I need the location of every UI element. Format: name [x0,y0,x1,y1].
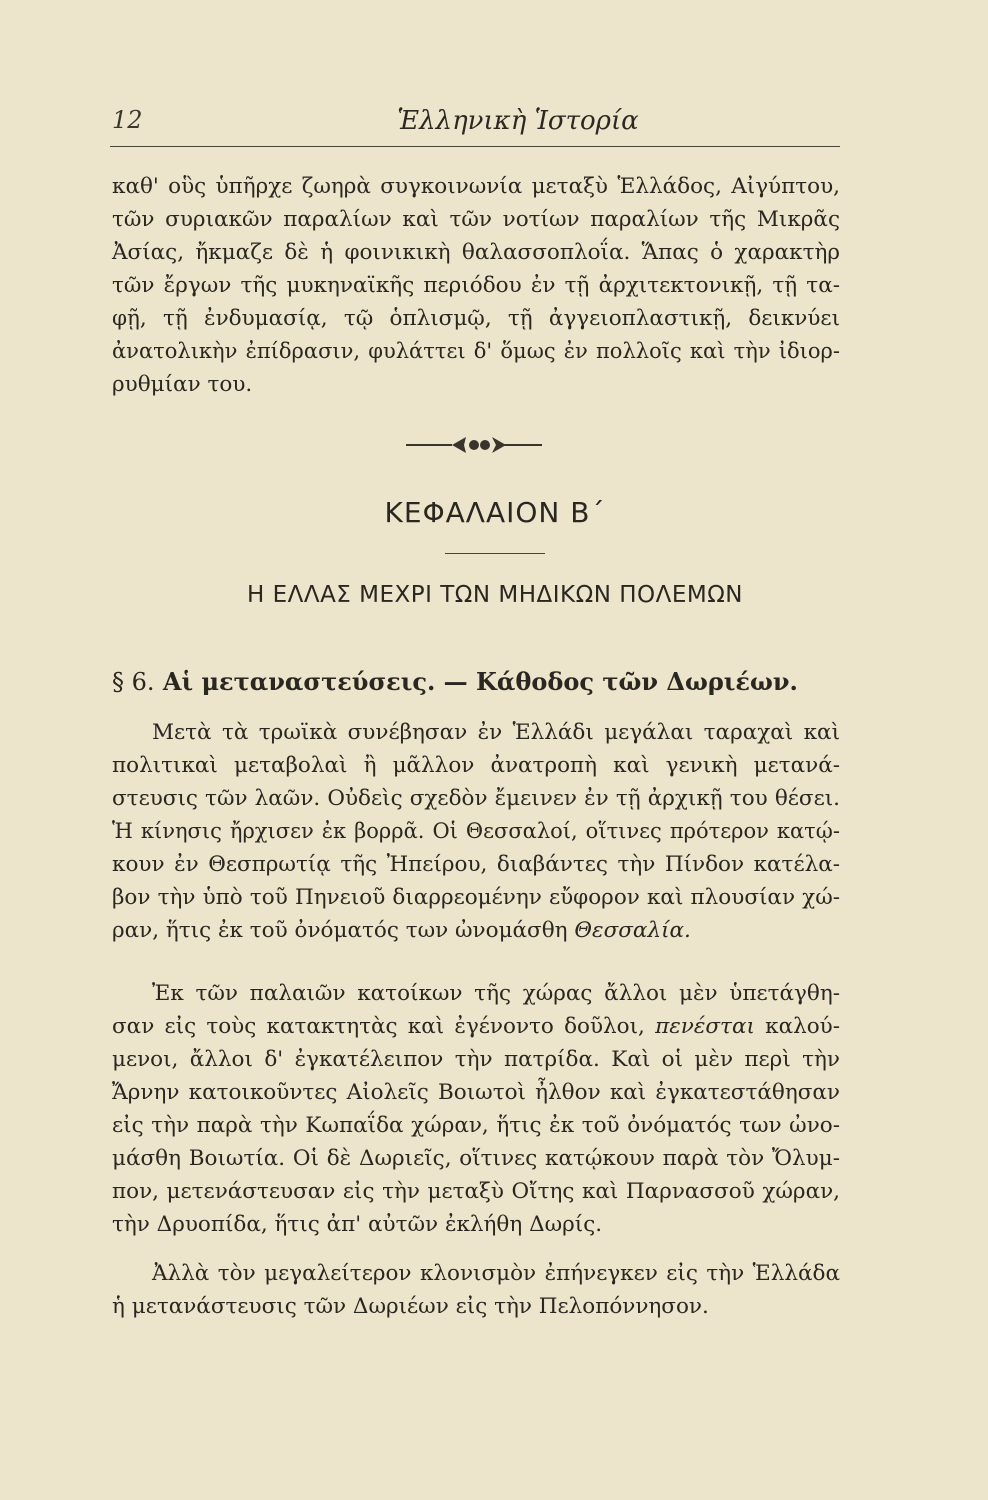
section-number: § 6. [112,668,155,696]
section-ornament [404,430,544,460]
body-paragraph [112,716,840,947]
intro-paragraph [112,170,840,401]
section-heading [112,667,840,696]
text-line: τῶν συριακῶν παραλίων καὶ τῶν νοτίων παραλίων τῆς Μικρᾶς [112,207,840,232]
text-line: στευσις τῶν λαῶν. Οὐδεὶς σχεδὸν ἔμεινεν ἐν τῇ ἀρχικῇ του θέσει. [112,786,840,811]
text-line: καθ' οὓς ὑπῆρχε ζωηρὰ συγκοινωνία μεταξὺ Ἑλλάδος, Αἰγύπτου, [112,174,840,199]
text-line: μενοι, ἄλλοι δ' ἐγκατέλειπον τὴν πατρίδα. Καὶ οἱ μὲν περὶ τὴν [112,1047,840,1072]
text-line: ἀνατολικὴν ἐπίδρασιν, φυλάττει δ' ὅμως ἐν πολλοῖς καὶ τὴν ἰδιορ- [112,339,840,363]
section-title: Αἱ μεταναστεύσεις. — Κάθοδος τῶν Δωριέων. [162,667,798,696]
text-line: Ἀλλὰ τὸν μεγαλείτερον κλονισμὸν ἐπήνεγκεν εἰς τὴν Ἑλλάδα [152,1261,840,1286]
text-run: σαν εἰς τοὺς κατακτητὰς καὶ ἐγένοντο δοῦλοι, [112,1014,656,1039]
text-line: τῶν ἔργων τῆς μυκηναϊκῆς περιόδου ἐν τῇ ἀρχιτεκτονικῇ, τῇ τα- [112,273,840,298]
text-run: καλού- [754,1014,840,1039]
text-line: πον, μετενάστευσαν εἰς τὴν μεταξὺ Οἴτης καὶ Παρνασσοῦ χώραν, [112,1179,840,1204]
text-line: Ἡ κίνησις ἤρχισεν ἐκ βορρᾶ. Οἱ Θεσσαλοί, οἵτινες πρότερον κατῴ- [112,819,840,843]
page-number: 12 [112,106,143,134]
text-line: Ἀσίας, ἤκμαζε δὲ ἡ φοινικικὴ θαλασσοπλοΐα. Ἅπας ὁ χαρακτὴρ [112,240,840,265]
header-rule [110,146,840,147]
running-title: Ἑλληνικὴ Ἱστορία [397,106,639,136]
chapter-label: ΚΕΦΑΛΑΙΟΝ Β΄ [384,496,606,529]
text-line: Ἄρνην κατοικοῦντες Αἰολεῖς Βοιωτοὶ ἦλθον καὶ ἐγκατεστάθησαν [112,1080,840,1105]
body-paragraph [112,977,840,1241]
chapter-title: Η ΕΛΛΑΣ ΜΕΧΡΙ ΤΩΝ ΜΗΔΙΚΩΝ ΠΟΛΕΜΩΝ [246,582,744,608]
text-line [112,1010,840,1043]
body-paragraph [112,1257,840,1323]
text-line: φῇ, τῇ ἐνδυμασίᾳ, τῷ ὁπλισμῷ, τῇ ἀγγειοπλαστικῇ, δεικνύει [112,306,840,331]
chapter-rule [445,553,545,554]
text-line: μάσθη Βοιωτία. Οἱ δὲ Δωριεῖς, οἵτινες κατῴκουν παρὰ τὸν Ὄλυμ- [112,1146,840,1171]
text-line: ρυθμίαν του. [112,372,253,397]
text-line: τὴν Δρυοπίδα, ἥτις ἀπ' αὐτῶν ἐκλήθη Δωρίς. [112,1212,603,1237]
text-run: ραν, ἥτις ἐκ τοῦ ὀνόματός των ὠνομάσθη [112,918,575,943]
text-line: Μετὰ τὰ τρωϊκὰ συνέβησαν ἐν Ἑλλάδι μεγάλαι ταραχαὶ καὶ [152,720,840,745]
text-line: εἰς τὴν παρὰ τὴν Κωπαΐδα χώραν, ἥτις ἐκ τοῦ ὀνόματός των ὠνο- [112,1113,840,1138]
text-line: κουν ἐν Θεσπρωτίᾳ τῆς Ἠπείρου, διαβάντες τὴν Πίνδον κατέλα- [112,852,840,877]
text-line: ἡ μετανάστευσις τῶν Δωριέων εἰς τὴν Πελοπόννησον. [112,1294,709,1319]
italic-term: Θεσσαλία. [574,918,691,943]
text-line: Ἐκ τῶν παλαιῶν κατοίκων τῆς χώρας ἄλλοι μὲν ὑπετάγθη- [152,981,840,1006]
text-line: πολιτικαὶ μεταβολαὶ ἢ μᾶλλον ἀνατροπὴ καὶ γενικὴ μετανά- [112,753,840,778]
text-line: βον τὴν ὑπὸ τοῦ Πηνειοῦ διαρρεομένην εὔφορον καὶ πλουσίαν χώ- [112,885,840,910]
italic-term: πενέσται [655,1014,755,1039]
text-line [112,914,840,947]
